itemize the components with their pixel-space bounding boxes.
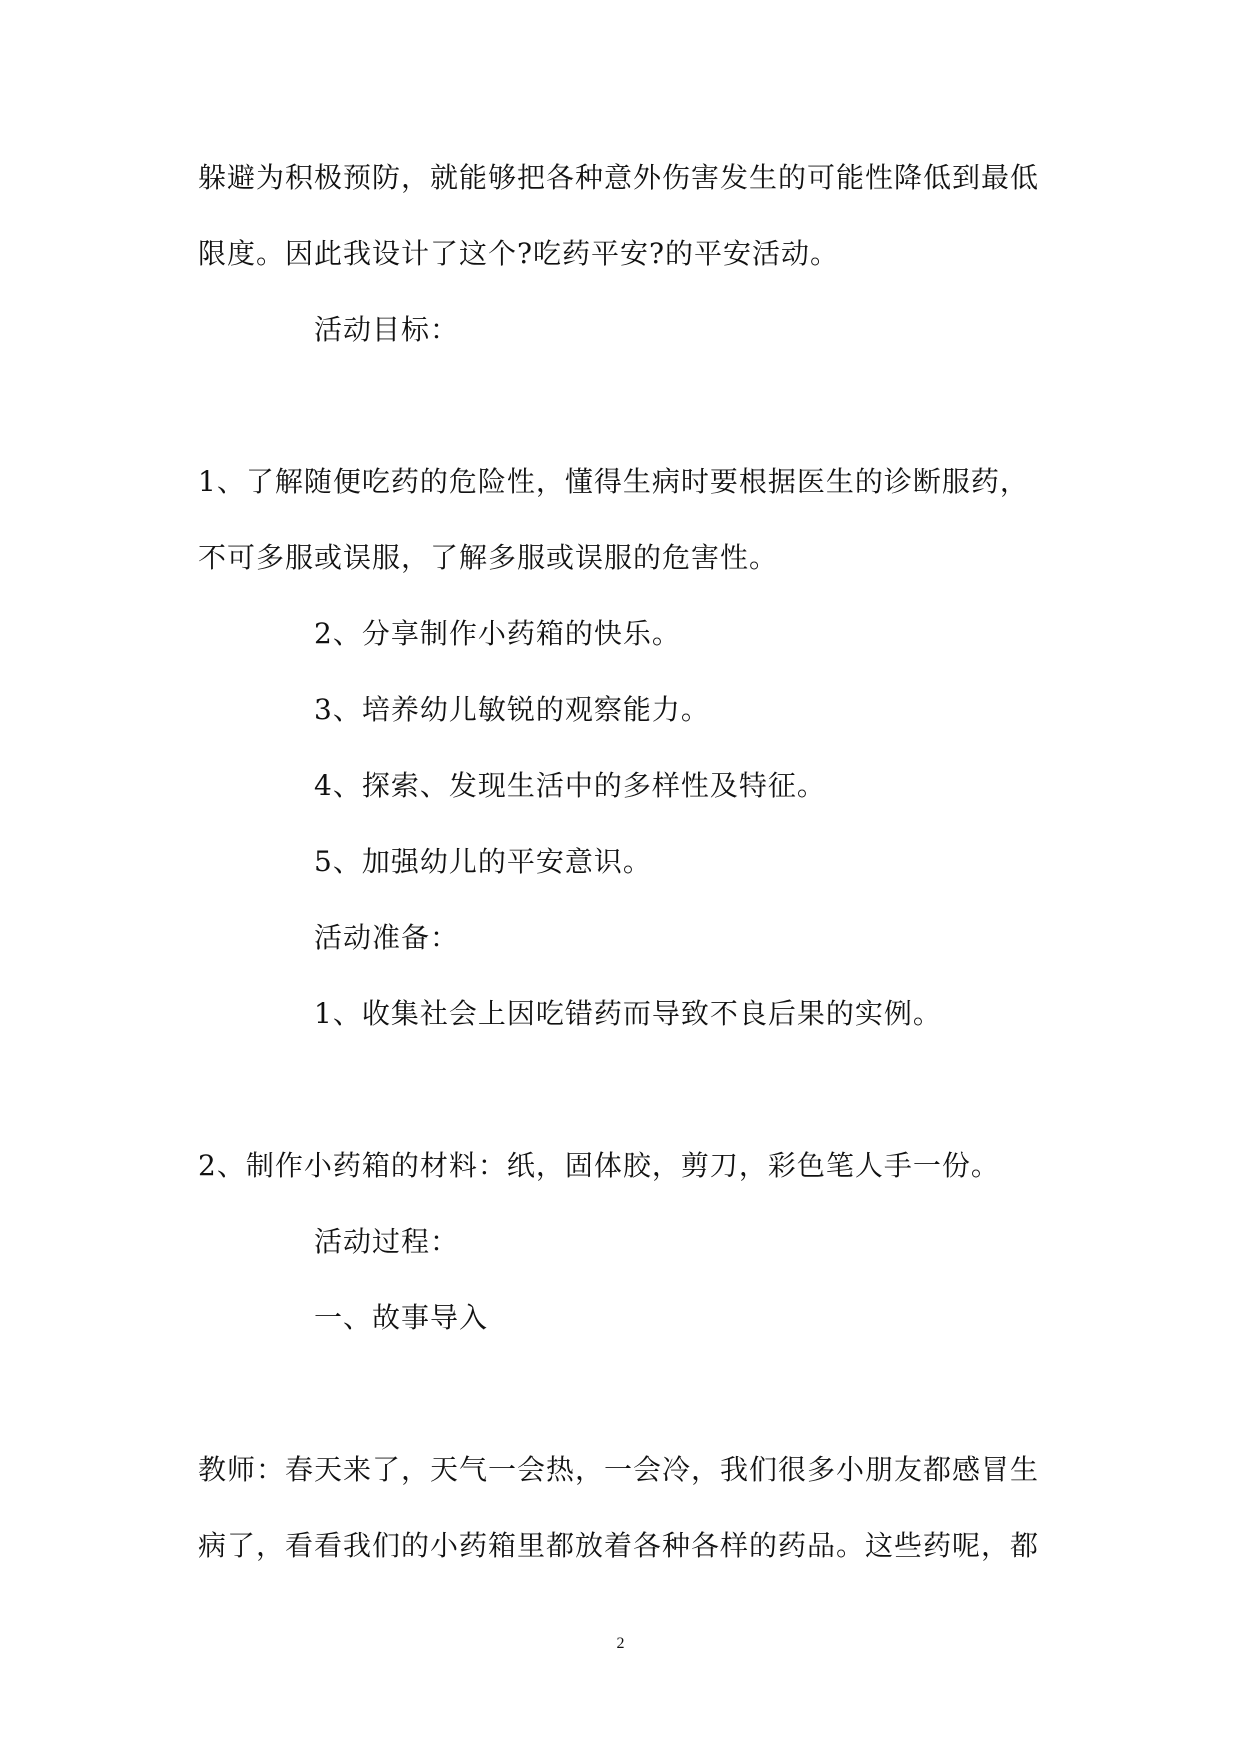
section-heading-objectives: 活动目标： (314, 313, 460, 346)
list-item: 1、了解随便吃药的危险性，懂得生病时要根据医生的诊断服药， (198, 465, 1029, 498)
list-item: 1、收集社会上因吃错药而导致不良后果的实例。 (314, 997, 942, 1030)
paragraph-line: 教师：春天来了，天气一会热，一会冷，我们很多小朋友都感冒生 (198, 1453, 1040, 1486)
paragraph-line: 不可多服或误服，了解多服或误服的危害性。 (198, 541, 779, 574)
list-item: 2、分享制作小药箱的快乐。 (314, 617, 681, 650)
paragraph-line: 病了，看看我们的小药箱里都放着各种各样的药品。这些药呢，都 (198, 1529, 1040, 1562)
paragraph-line: 限度。因此我设计了这个?吃药平安?的平安活动。 (198, 237, 840, 270)
list-item: 3、培养幼儿敏锐的观察能力。 (314, 693, 710, 726)
list-item: 2、制作小药箱的材料：纸，固体胶，剪刀，彩色笔人手一份。 (198, 1149, 1000, 1182)
section-heading-process: 活动过程： (314, 1225, 460, 1258)
list-item: 4、探索、发现生活中的多样性及特征。 (314, 769, 826, 802)
paragraph-line: 躲避为积极预防，就能够把各种意外伤害发生的可能性降低到最低 (198, 161, 1040, 194)
page-number: 2 (616, 1635, 625, 1652)
section-heading-preparation: 活动准备： (314, 921, 460, 954)
subsection-heading: 一、故事导入 (314, 1301, 489, 1334)
list-item: 5、加强幼儿的平安意识。 (314, 845, 652, 878)
